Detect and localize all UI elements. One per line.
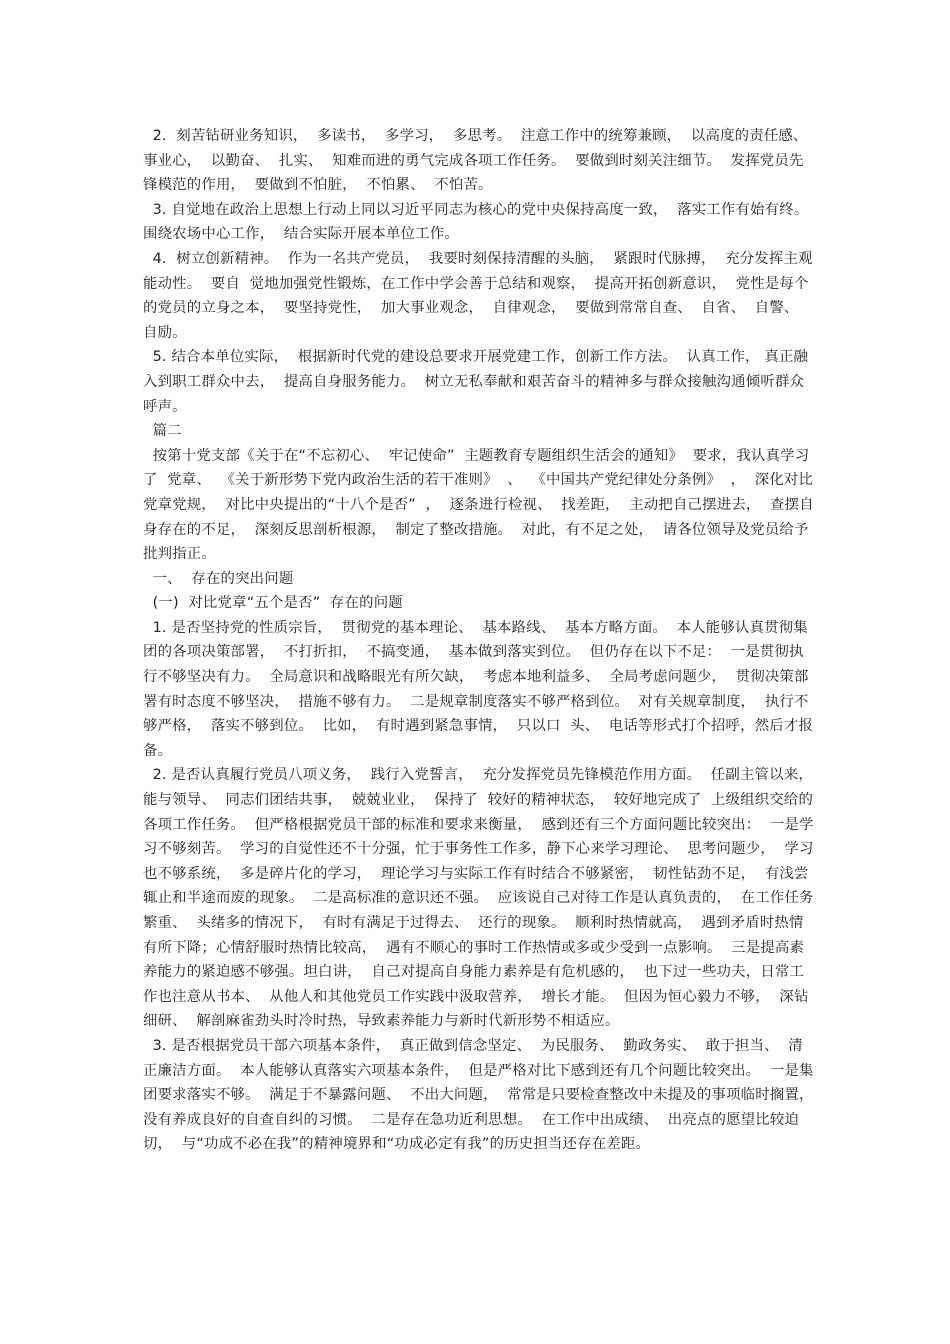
intro-paragraph: 按第十党支部《关于在“不忘初心、 牢记使命” 主题教育专题组织生活会的通知》 要求，我认真学习了 党章、 《关于新形势下党内政治生活的若干准则》 、 《中国共产党纪律处分条例》 ， 深化对比党章党规， 对比中央提出的“十八个是否” ， 逐条进行检视、 找差距， 主动把自己摆进去， 查摆自身存在的不足， 深刻反思剖析根源， 制定了整改措施。 对此，有不足之处， 请各位领导及党员给予批判指正。 bbox=[143, 447, 814, 563]
document-page bbox=[143, 124, 824, 1157]
section-heading-part-two: 篇二 bbox=[143, 423, 182, 440]
problem-item-2: 2. 是否认真履行党员八项义务， 践行入党誓言， 充分发挥党员先锋模范作用方面。 任副主管以来， 能与领导、 同志们团结共事， 兢兢业业， 保持了 较好的精神状态， 较好地完成了 上级组织交给的各项工作任务。 但严格根据党员干部的标准和要求来衡量， 感到还有三个方面问题比较突出： 一是学习不够刻苦。 学习的自觉性还不十分强，忙于事务性工作多，静下心来学习理论、 思考问题少， 学习也不够系统， 多是碎片化的学习， 理论学习与实际工作有时结合不够紧密， 韧性钻劲不足， 有浅尝辄止和半途而废的现象。 二是高标准的意识还不强。 应该说自己对待工作是认真负责的， 在工作任务繁重、 头绪多的情况下， 有时有满足于过得去、 还行的现象。 顺利时热情就高， 遇到矛盾时热情有所下降；心情舒服时热情比较高， 遇有不顺心的事时工作热情或多或少受到一点影响。 三是提高素养能力的紧迫感不够强。坦白讲， 自己对提高自身能力素养是有危机感的， 也下过一些功夫，日常工作也注意从书本、 从他人和其他党员工作实践中汲取营养， 增长才能。 但因为恒心毅力不够， 深钻细研、 解剖麻雀劲头时冷时热，导致素养能力与新时代新形势不相适应。 bbox=[143, 767, 823, 1030]
problem-item-3: 3. 是否根据党员干部六项基本条件， 真正做到信念坚定、 为民服务、 勤政务实、 敢于担当、 清正廉洁方面。 本人能够认真落实六项基本条件， 但是严格对比下感到还有几个问题比较突出。 一是集团要求落实不够。 满足于不暴露问题、 不出大问题， 常常是只要检查整改中未提及的事项临时搁置， 没有养成良好的自查自纠的习惯。 二是存在急功近利思想。 在工作中出成绩、 出亮点的愿望比较迫切， 与“功成不必在我”的精神境界和“功成必定有我”的历史担当还存在差距。 bbox=[143, 1037, 824, 1153]
paragraph-item-2: 2. 刻苦钻研业务知识， 多读书， 多学习， 多思考。 注意工作中的统筹兼顾， 以高度的责任感、 事业心， 以勤奋、 扎实、 知难而进的勇气完成各项工作任务。 要做到时刻关注细节。 发挥党员先锋模范的作用， 要做到不怕脏， 不怕累、 不怕苦。 bbox=[143, 128, 818, 194]
paragraph-item-3: 3. 自觉地在政治上思想上行动上同以习近平同志为核心的党中央保持高度一致， 落实工作有始有终。 围绕农场中心工作， 结合实际开展本单位工作。 bbox=[143, 201, 818, 243]
paragraph-item-5: 5. 结合本单位实际， 根据新时代党的建设总要求开展党建工作，创新工作方法。 认真工作， 真正融入到职工群众中去， 提高自身服务能力。 树立无私奉献和艰苦奋斗的精神多与群众接触沟通倾听群众呼声。 bbox=[143, 349, 809, 415]
problem-item-1: 1. 是否坚持党的性质宗旨， 贯彻党的基本理论、 基本路线、 基本方略方面。 本人能够认真贯彻集团的各项决策部署， 不打折扣， 不搞变通， 基本做到落实到位。 但仍存在以下不足： 一是贯彻执行不够坚决有力。 全局意识和战略眼光有所欠缺， 考虑本地利益多、 全局考虑问题少， 贯彻决策部署有时态度不够坚决， 措施不够有力。 二是规章制度落实不够严格到位。 对有关规章制度， 执行不够严格， 落实不够到位。 比如， 有时遇到紧急事情， 只以口 头、 电话等形式打个招呼，然后才报备。 bbox=[143, 619, 814, 759]
subsection-heading-five-whethers: (一) 对比党章“五个是否” 存在的问题 bbox=[143, 595, 403, 612]
section-heading-problems: 一、 存在的突出问题 bbox=[143, 570, 294, 587]
paragraph-item-4: 4. 树立创新精神。 作为一名共产党员， 我要时刻保持清醒的头脑， 紧跟时代脉搏， 充分发挥主观能动性。 要自 觉地加强党性锻炼，在工作中学会善于总结和观察， 提高开拓创新意识， 党性是每个的党员的立身之本， 要坚持党性， 加大事业观念， 自律观念， 要做到常常自查、 自省、 自警、 自励。 bbox=[143, 250, 813, 341]
